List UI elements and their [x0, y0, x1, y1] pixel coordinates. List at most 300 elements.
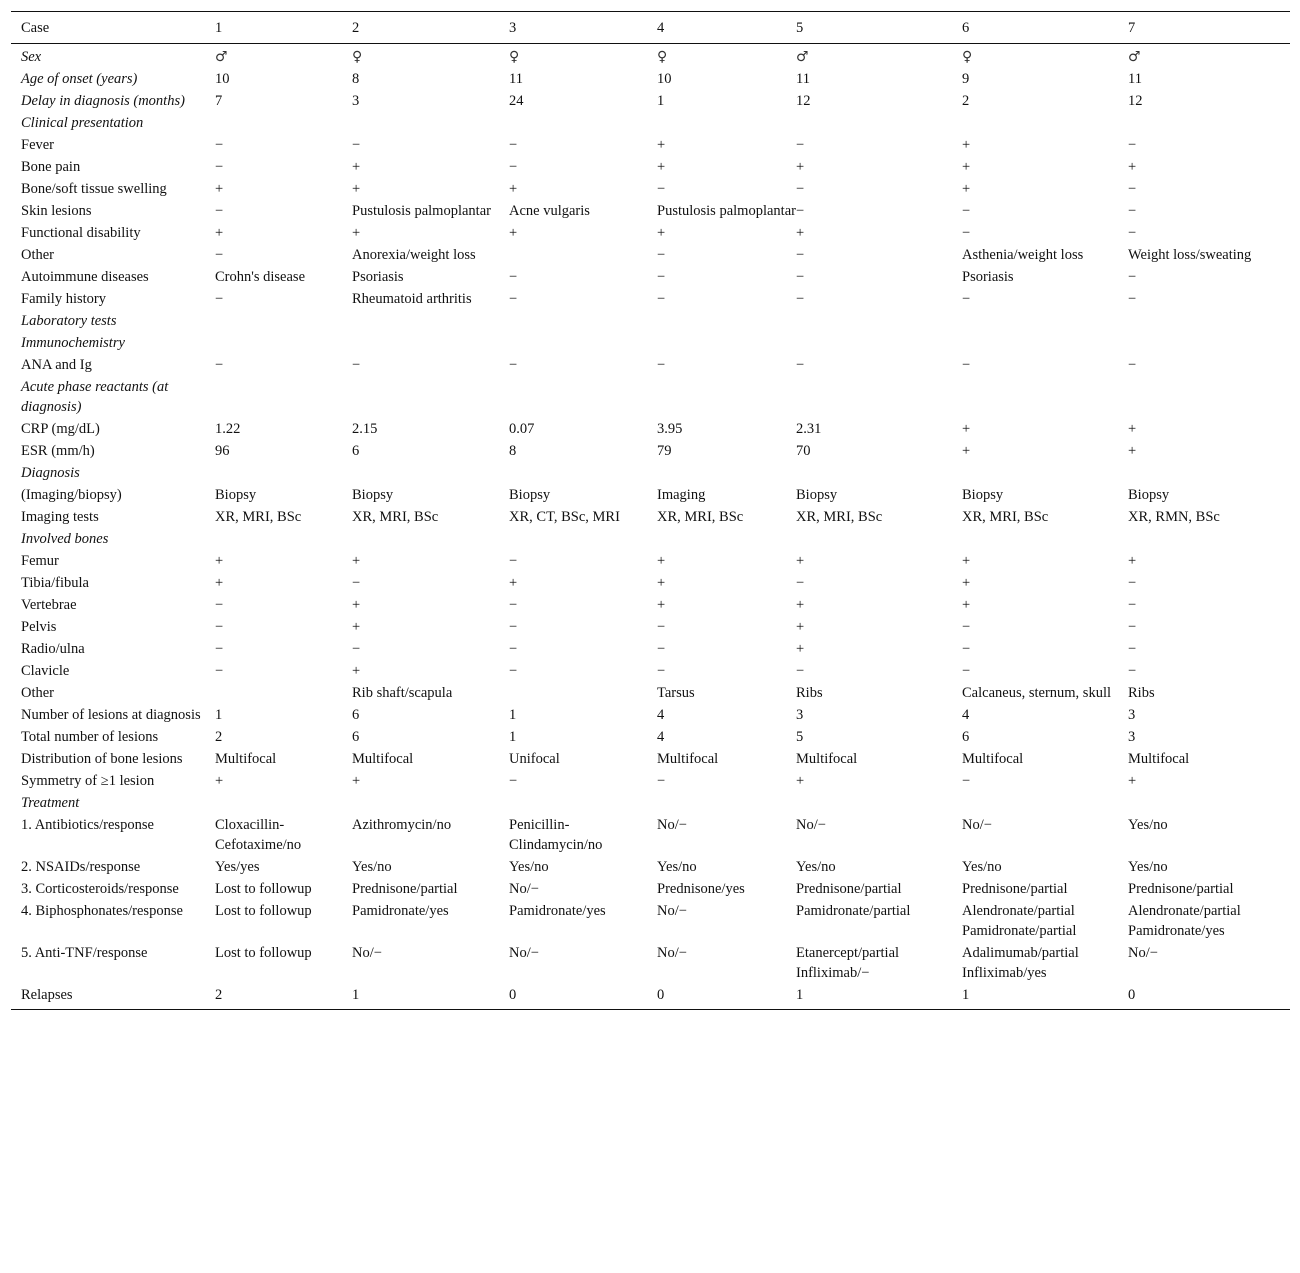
row-label: Number of lesions at diagnosis	[21, 707, 201, 723]
header-cell-3: 3	[509, 20, 517, 36]
table-cell: −	[509, 357, 518, 373]
table-cell: Psoriasis	[962, 269, 1014, 285]
table-body	[11, 44, 1290, 1010]
table-cell	[509, 332, 657, 354]
row-label: 1. Antibiotics/response	[21, 817, 154, 833]
table-cell	[657, 462, 796, 484]
table-cell	[1128, 462, 1290, 484]
table-cell	[215, 792, 352, 814]
table-cell: +	[796, 619, 805, 635]
section-row	[11, 112, 1290, 134]
table-cell: −	[509, 159, 518, 175]
table-cell: 0	[1128, 987, 1136, 1003]
table-row	[11, 942, 1290, 984]
table-cell: Biopsy	[962, 487, 1004, 503]
table-cell: −	[796, 575, 805, 591]
table-cell	[352, 376, 509, 418]
table-cell: 1	[657, 93, 665, 109]
row-label: Bone/soft tissue swelling	[21, 181, 167, 197]
table-cell: Multifocal	[352, 751, 414, 767]
table-cell: Rib shaft/scapula	[352, 685, 453, 701]
table-row	[11, 440, 1290, 462]
table-cell: 7	[215, 93, 223, 109]
table-cell: ♀	[657, 49, 668, 65]
table-cell: Prednisone/partial	[352, 881, 458, 897]
row-label: Diagnosis	[21, 465, 80, 481]
table-cell: +	[796, 225, 805, 241]
table-cell: 1	[962, 987, 970, 1003]
table-cell: +	[657, 553, 666, 569]
row-label: ANA and Ig	[21, 357, 92, 373]
table-cell: 0	[657, 987, 665, 1003]
table-cell: +	[962, 137, 971, 153]
table-cell: ♂	[215, 49, 228, 65]
table-cell	[215, 528, 352, 550]
table-cell: Cloxacillin-Cefotaxime/no	[215, 817, 302, 853]
table-cell: XR, MRI, BSc	[962, 509, 1049, 525]
table-cell: −	[1128, 641, 1137, 657]
table-cell: +	[657, 597, 666, 613]
table-cell: +	[215, 575, 224, 591]
table-cell: −	[215, 597, 224, 613]
table-cell: XR, MRI, BSc	[657, 509, 744, 525]
table-cell: −	[962, 619, 971, 635]
row-label: 3. Corticosteroids/response	[21, 881, 179, 897]
header-cell-case: Case	[21, 20, 50, 36]
table-cell: 4	[657, 729, 665, 745]
table-cell: +	[962, 159, 971, 175]
table-cell	[1128, 310, 1290, 332]
table-row	[11, 748, 1290, 770]
row-label: Symmetry of ≥1 lesion	[21, 773, 155, 789]
table-cell: 11	[1128, 71, 1142, 87]
table-cell: −	[215, 159, 224, 175]
table-cell: Lost to followup	[215, 945, 312, 961]
header-cell-7: 7	[1128, 20, 1136, 36]
table-cell: Biopsy	[796, 487, 838, 503]
table-cell: 5	[796, 729, 804, 745]
table-cell: −	[509, 773, 518, 789]
table-cell: 11	[796, 71, 810, 87]
table-cell: Yes/no	[1128, 817, 1168, 833]
table-cell: Unifocal	[509, 751, 560, 767]
table-cell: −	[509, 597, 518, 613]
table-cell: 3	[796, 707, 804, 723]
row-label: Immunochemistry	[21, 335, 125, 351]
table-cell: Biopsy	[1128, 487, 1170, 503]
table-cell: Multifocal	[657, 751, 719, 767]
table-cell: −	[657, 181, 666, 197]
table-cell	[509, 376, 657, 418]
table-cell: XR, MRI, BSc	[352, 509, 439, 525]
table-cell: ♀	[509, 49, 520, 65]
row-label: ESR (mm/h)	[21, 443, 95, 459]
table-cell	[215, 682, 352, 704]
table-cell: 11	[509, 71, 523, 87]
table-cell: 3.95	[657, 421, 683, 437]
table-cell	[657, 310, 796, 332]
table-cell: Calcaneus, sternum, skull	[962, 685, 1112, 701]
table-cell: −	[1128, 203, 1137, 219]
table-cell: No/−	[657, 945, 687, 961]
table-cell	[962, 462, 1128, 484]
row-label: Other	[21, 247, 55, 263]
table-cell: +	[1128, 553, 1137, 569]
table-cell: +	[1128, 773, 1137, 789]
table-cell: −	[796, 203, 805, 219]
table-cell: 2	[962, 93, 970, 109]
table-cell	[962, 310, 1128, 332]
table-cell: +	[962, 443, 971, 459]
table-cell: Biopsy	[215, 487, 257, 503]
table-cell	[352, 462, 509, 484]
table-cell: +	[509, 225, 518, 241]
table-cell: No/−	[352, 945, 382, 961]
table-cell: Biopsy	[352, 487, 394, 503]
table-cell: +	[352, 159, 361, 175]
table-cell: −	[352, 641, 361, 657]
table-cell: Etanercept/partial Infliximab/−	[796, 945, 900, 981]
table-cell: +	[796, 159, 805, 175]
table-cell: +	[352, 597, 361, 613]
table-cell: +	[352, 181, 361, 197]
row-label: Femur	[21, 553, 59, 569]
table-cell: −	[215, 357, 224, 373]
table-cell: Acne vulgaris	[509, 203, 590, 219]
table-cell: Yes/no	[509, 859, 549, 875]
table-cell: −	[962, 357, 971, 373]
table-cell: XR, CT, BSc, MRI	[509, 509, 620, 525]
table-cell: Biopsy	[509, 487, 551, 503]
table-row	[11, 984, 1290, 1010]
row-label: Family history	[21, 291, 106, 307]
row-label: Age of onset (years)	[21, 71, 138, 87]
table-cell: 24	[509, 93, 524, 109]
table-cell: 70	[796, 443, 811, 459]
table-cell: Alendronate/partial Pamidronate/partial	[962, 903, 1077, 939]
table-cell: +	[352, 663, 361, 679]
table-cell: No/−	[1128, 945, 1158, 961]
table-cell: −	[509, 291, 518, 307]
table-row	[11, 682, 1290, 704]
section-row	[11, 68, 1290, 90]
table-cell: −	[1128, 663, 1137, 679]
table-cell	[796, 310, 962, 332]
section-row	[11, 310, 1290, 332]
table-cell: −	[1128, 225, 1137, 241]
table-cell: ♀	[962, 49, 973, 65]
table-cell: Multifocal	[1128, 751, 1190, 767]
table-cell: −	[215, 247, 224, 263]
table-cell: 12	[1128, 93, 1143, 109]
table-row	[11, 726, 1290, 748]
table-cell: Anorexia/weight loss	[352, 247, 476, 263]
table-cell: 6	[352, 707, 360, 723]
table-cell: Prednisone/partial	[796, 881, 902, 897]
table-cell: 1	[509, 729, 517, 745]
table-cell: −	[962, 203, 971, 219]
table-cell: +	[352, 773, 361, 789]
table-row	[11, 200, 1290, 222]
table-row	[11, 594, 1290, 616]
table-row	[11, 878, 1290, 900]
table-cell: Ribs	[1128, 685, 1155, 701]
table-cell: +	[962, 181, 971, 197]
table-row	[11, 156, 1290, 178]
header-cell-1: 1	[215, 20, 223, 36]
table-row	[11, 418, 1290, 440]
table-cell: −	[509, 553, 518, 569]
table-cell	[657, 376, 796, 418]
table-cell: −	[657, 641, 666, 657]
table-cell: ♂	[1128, 49, 1141, 65]
row-label: Vertebrae	[21, 597, 77, 613]
table-cell: Yes/no	[657, 859, 697, 875]
table-cell: No/−	[962, 817, 992, 833]
table-row	[11, 134, 1290, 156]
table-cell	[1128, 376, 1290, 418]
table-cell: Prednisone/partial	[1128, 881, 1234, 897]
table-cell	[215, 376, 352, 418]
table-cell: Yes/no	[352, 859, 392, 875]
table-cell: +	[796, 553, 805, 569]
table-cell	[352, 310, 509, 332]
table-cell: 0	[509, 987, 517, 1003]
table-cell: No/−	[509, 881, 539, 897]
table-cell	[509, 462, 657, 484]
table-cell: +	[215, 181, 224, 197]
table-cell: −	[352, 137, 361, 153]
table-cell: +	[962, 597, 971, 613]
table-cell: −	[352, 357, 361, 373]
table-cell: −	[509, 619, 518, 635]
table-cell: −	[962, 663, 971, 679]
table-cell: +	[215, 225, 224, 241]
table-cell	[352, 792, 509, 814]
row-label: Bone pain	[21, 159, 81, 175]
table-cell: −	[1128, 181, 1137, 197]
table-cell: Azithromycin/no	[352, 817, 452, 833]
table-cell: 12	[796, 93, 811, 109]
table-cell: +	[509, 575, 518, 591]
table-cell: Yes/yes	[215, 859, 260, 875]
row-label: CRP (mg/dL)	[21, 421, 100, 437]
table-cell	[962, 792, 1128, 814]
row-label: 5. Anti-TNF/response	[21, 945, 148, 961]
table-cell: 8	[352, 71, 360, 87]
table-cell: +	[962, 553, 971, 569]
table-cell: −	[962, 773, 971, 789]
table-cell: +	[796, 641, 805, 657]
table-cell: XR, RMN, BSc	[1128, 509, 1220, 525]
table-cell: +	[352, 553, 361, 569]
table-cell	[1128, 528, 1290, 550]
table-cell: −	[1128, 137, 1137, 153]
header-cell-2: 2	[352, 20, 360, 36]
table-cell	[1128, 332, 1290, 354]
section-row	[11, 332, 1290, 354]
table-row	[11, 856, 1290, 878]
row-label: Treatment	[21, 795, 80, 811]
table-cell: 1	[509, 707, 517, 723]
table-cell: −	[796, 181, 805, 197]
table-cell: −	[1128, 269, 1137, 285]
table-cell: Weight loss/sweating	[1128, 247, 1252, 263]
table-cell: Alendronate/partial Pamidronate/yes	[1128, 903, 1241, 939]
table-cell	[657, 792, 796, 814]
table-cell: 6	[962, 729, 970, 745]
table-row	[11, 288, 1290, 310]
table-cell: −	[215, 291, 224, 307]
table-cell: ♀	[352, 49, 363, 65]
table-cell: 3	[352, 93, 360, 109]
table-cell: −	[657, 663, 666, 679]
table-cell	[509, 792, 657, 814]
table-row	[11, 550, 1290, 572]
row-label: Tibia/fibula	[21, 575, 89, 591]
table-cell: −	[796, 291, 805, 307]
table-row	[11, 484, 1290, 506]
row-label: Delay in diagnosis (months)	[21, 93, 185, 109]
table-cell: −	[509, 641, 518, 657]
table-cell: −	[657, 247, 666, 263]
table-cell: −	[509, 137, 518, 153]
row-label: Sex	[21, 49, 42, 65]
table-cell: +	[657, 575, 666, 591]
table-cell	[962, 332, 1128, 354]
table-cell: Pustulosis palmoplantar	[352, 203, 491, 219]
table-cell: +	[1128, 159, 1137, 175]
table-cell: 1	[215, 707, 223, 723]
table-cell: 6	[352, 443, 360, 459]
table-cell	[796, 528, 962, 550]
table-cell: −	[796, 247, 805, 263]
table-cell: XR, MRI, BSc	[215, 509, 302, 525]
table-cell: −	[1128, 575, 1137, 591]
table-cell	[796, 792, 962, 814]
table-cell: Yes/no	[962, 859, 1002, 875]
table-cell	[215, 112, 352, 134]
table-cell	[796, 112, 962, 134]
table-cell: −	[509, 663, 518, 679]
table-cell: −	[796, 663, 805, 679]
table-cell: −	[796, 269, 805, 285]
table-cell: +	[796, 597, 805, 613]
table-cell: 3	[1128, 729, 1136, 745]
table-cell	[796, 332, 962, 354]
table-cell: −	[657, 291, 666, 307]
table-cell: Pamidronate/yes	[352, 903, 449, 919]
table-cell	[657, 528, 796, 550]
section-row	[11, 462, 1290, 484]
table-cell: Tarsus	[657, 685, 695, 701]
table-cell: −	[796, 137, 805, 153]
table-cell: −	[509, 269, 518, 285]
table-cell: No/−	[657, 903, 687, 919]
section-row	[11, 376, 1290, 418]
header-cell-5: 5	[796, 20, 804, 36]
table-cell	[215, 462, 352, 484]
table-cell: Lost to followup	[215, 881, 312, 897]
table-cell: 3	[1128, 707, 1136, 723]
table-cell: No/−	[657, 817, 687, 833]
table-row	[11, 638, 1290, 660]
row-label: (Imaging/biopsy)	[21, 487, 122, 503]
row-label: 4. Biphosphonates/response	[21, 903, 183, 919]
table-cell: −	[352, 575, 361, 591]
table-cell	[796, 376, 962, 418]
table-cell: −	[215, 641, 224, 657]
table-row	[11, 266, 1290, 288]
row-label: Clavicle	[21, 663, 70, 679]
table-row	[11, 770, 1290, 792]
table-cell	[352, 112, 509, 134]
table-cell: No/−	[509, 945, 539, 961]
table-cell: 4	[962, 707, 970, 723]
table-cell: 2.31	[796, 421, 822, 437]
row-label: Pelvis	[21, 619, 57, 635]
table-cell: +	[215, 773, 224, 789]
table-cell	[215, 310, 352, 332]
table-cell	[509, 528, 657, 550]
table-cell: 6	[352, 729, 360, 745]
table-cell: +	[1128, 421, 1137, 437]
table-cell	[796, 462, 962, 484]
table-cell: +	[1128, 443, 1137, 459]
section-row	[11, 90, 1290, 112]
row-label: Laboratory tests	[21, 313, 117, 329]
table-cell	[962, 528, 1128, 550]
table-cell: No/−	[796, 817, 826, 833]
table-cell: Pamidronate/partial	[796, 903, 911, 919]
table-cell: 8	[509, 443, 517, 459]
table-row	[11, 572, 1290, 594]
table-cell: −	[215, 203, 224, 219]
table-row	[11, 616, 1290, 638]
table-cell: 9	[962, 71, 970, 87]
row-label: Fever	[21, 137, 55, 153]
table-row	[11, 354, 1290, 376]
table-cell: −	[962, 641, 971, 657]
row-label: Functional disability	[21, 225, 141, 241]
table-cell: +	[657, 225, 666, 241]
table-cell	[1128, 112, 1290, 134]
header-cell-6: 6	[962, 20, 970, 36]
table-cell: 10	[657, 71, 672, 87]
table-cell: Pamidronate/yes	[509, 903, 606, 919]
table-cell: −	[215, 663, 224, 679]
table-cell: Multifocal	[215, 751, 277, 767]
table-cell: ♂	[796, 49, 809, 65]
table-cell	[509, 112, 657, 134]
table-cell: +	[215, 553, 224, 569]
row-label: 2. NSAIDs/response	[21, 859, 141, 875]
table-cell: Multifocal	[796, 751, 858, 767]
row-label: Clinical presentation	[21, 115, 144, 131]
row-label: Distribution of bone lesions	[21, 751, 183, 767]
table-cell	[352, 332, 509, 354]
table-cell: Yes/no	[1128, 859, 1168, 875]
table-cell: Ribs	[796, 685, 823, 701]
table-cell: −	[215, 619, 224, 635]
row-label: Involved bones	[21, 531, 109, 547]
table-row	[11, 900, 1290, 942]
table-cell: Crohn's disease	[215, 269, 306, 285]
table-cell: 79	[657, 443, 672, 459]
table-cell: Adalimumab/partial Infliximab/yes	[962, 945, 1079, 981]
table-cell	[1128, 792, 1290, 814]
table-cell: −	[657, 619, 666, 635]
